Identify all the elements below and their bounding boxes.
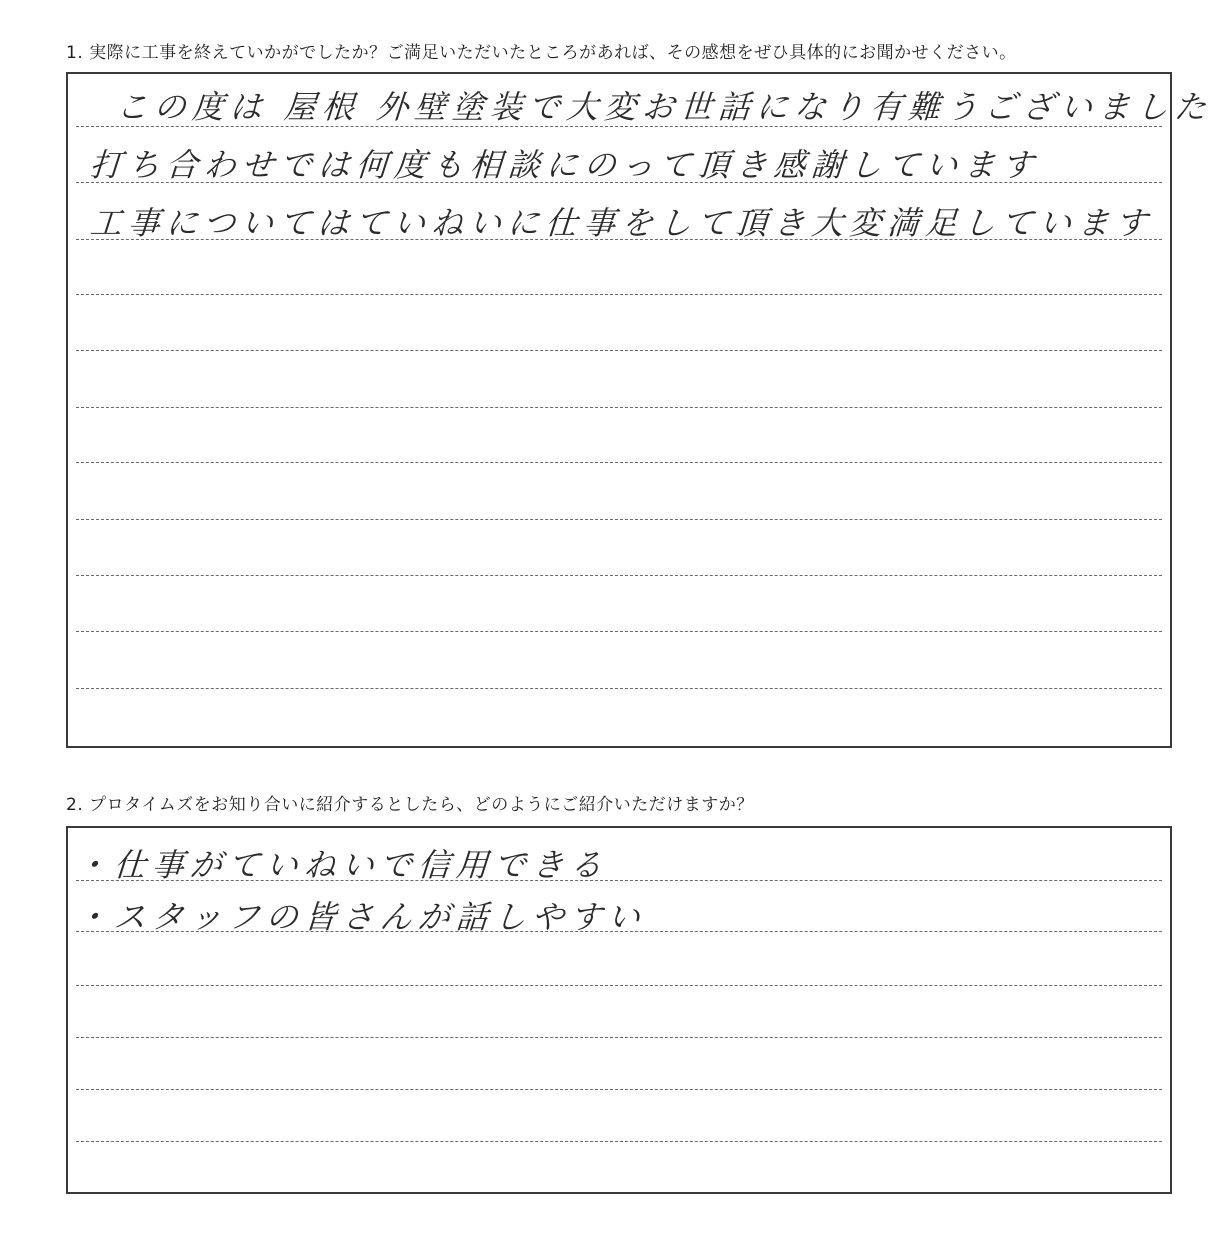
ruled-line [76, 631, 1162, 632]
handwritten-answer-line: この度は 屋根 外壁塗装で大変お世話になり有難うございました [114, 88, 1214, 126]
ruled-line [76, 519, 1162, 520]
ruled-line [76, 1141, 1162, 1142]
ruled-line [76, 688, 1162, 689]
ruled-line [76, 294, 1162, 295]
ruled-line [76, 350, 1162, 351]
answer-box-2 [66, 826, 1172, 1194]
question-1-label: 1. 実際に工事を終えていかがでしたか？ご満足いただいたところがあれば、その感想をぜひ具体的にお聞かせください。 [66, 43, 1017, 63]
handwritten-answer-line: 打ち合わせでは何度も相談にのって頂き感謝しています [88, 146, 1041, 184]
handwritten-answer-line: ・スタッフの皆さんが話しやすい [74, 898, 648, 936]
ruled-line [76, 1089, 1162, 1090]
ruled-line [76, 575, 1162, 576]
ruled-line [76, 985, 1162, 986]
ruled-line [76, 462, 1162, 463]
ruled-line [76, 407, 1162, 408]
handwritten-answer-line: 工事についてはていねいに仕事をして頂き大変満足しています [88, 204, 1155, 242]
question-2-label: 2. プロタイムズをお知り合いに紹介するとしたら、どのようにご紹介いただけますか？ [66, 795, 754, 815]
answer-box-1 [66, 72, 1214, 748]
ruled-line [76, 1037, 1162, 1038]
handwritten-answer-line: ・仕事がていねいで信用できる [74, 846, 610, 884]
